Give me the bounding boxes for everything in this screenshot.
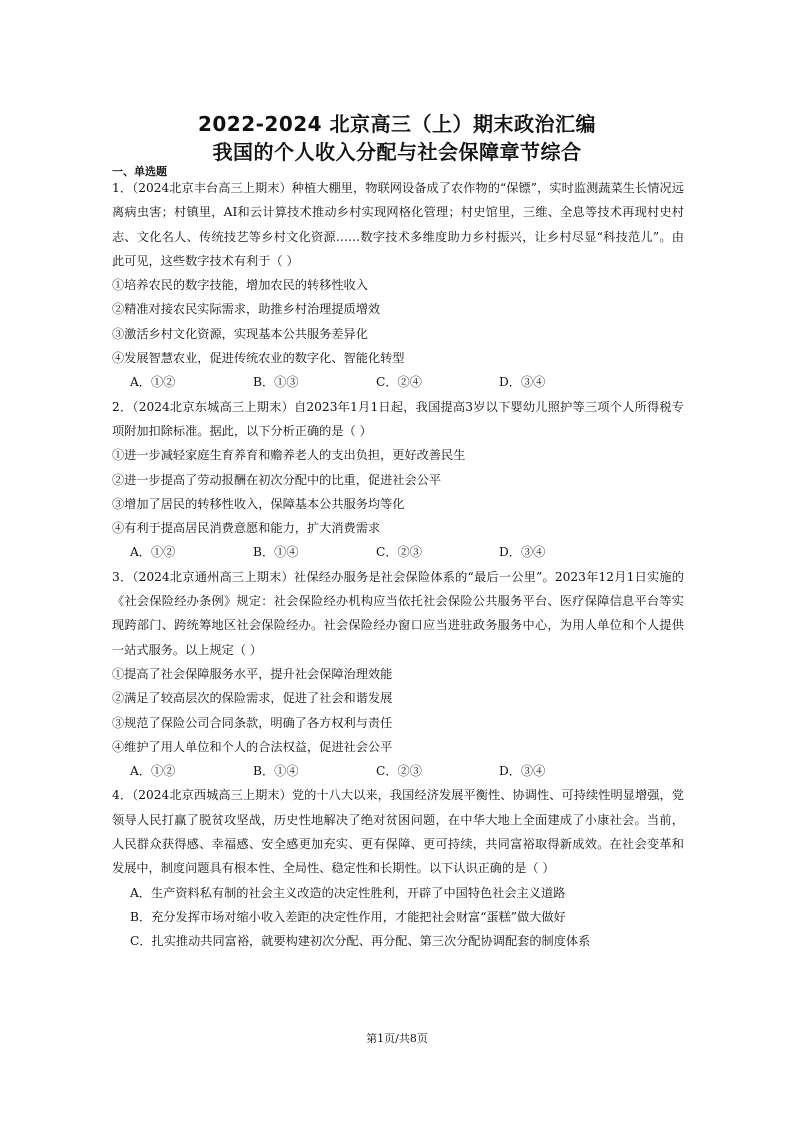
statement-item: ①培养农民的数字技能，增加农民的转移性收入: [112, 278, 368, 293]
statement-item: ②进一步提高了劳动报酬在初次分配中的比重，促进社会公平: [112, 472, 442, 487]
question-2: [112, 395, 684, 565]
question-stem: 2．（2024北京东城高三上期末）自2023年1月1日起，我国提高3岁以下婴幼儿照护等三项个人所得税专项附加扣除标准。据此，以下分析正确的是（ ）: [112, 399, 684, 438]
choice-d: D．③④: [499, 764, 546, 779]
choice-b: B．①④: [253, 545, 299, 560]
question-1: [112, 176, 684, 395]
choice-b: B．①③: [253, 375, 299, 390]
choice-c: C．②④: [376, 375, 422, 390]
choice-d: D．③④: [499, 545, 546, 560]
page-number: 第1页/共8页: [366, 1032, 428, 1045]
lettered-choice: B．充分发挥市场对缩小收入差距的决定性作用，才能把社会财富“蛋糕”做大做好: [130, 909, 566, 924]
page-title: 2022-2024 北京高三（上）期末政治汇编: [197, 112, 597, 136]
question-3: [112, 565, 684, 784]
section-heading: 一、单选题: [112, 165, 167, 178]
statement-item: ③规范了保险公司合同条款，明确了各方权利与责任: [112, 715, 393, 730]
choice-d: D．③④: [499, 375, 546, 390]
statement-item: ④维护了用人单位和个人的合法权益，促进社会公平: [112, 739, 393, 754]
statement-item: ③激活乡村文化资源，实现基本公共服务差异化: [112, 326, 368, 341]
question-stem: 3．（2024北京通州高三上期末）社保经办服务是社会保险体系的“最后一公里”。2023年12月1日实施的《社会保险经办条例》规定：社会保险经办机构应当依托社会保险公共服务平台、医疗保障信息平台等实现跨部门、跨统筹地区社会保险经办。社会保险经办窗口应当进驻政务服务中心，为用人单位和个人提供一站式服务。以上规定（ ）: [112, 569, 684, 657]
statement-item: ③增加了居民的转移性收入，保障基本公共服务均等化: [112, 496, 405, 511]
question-list: [112, 176, 684, 954]
lettered-choice: C．扎实推动共同富裕，就要构建初次分配、再分配、第三次分配协调配套的制度体系: [130, 934, 591, 949]
choice-a: A．①②: [130, 545, 176, 560]
choice-a: A．①②: [130, 375, 176, 390]
answer-choices: [112, 540, 684, 564]
answer-choices: [112, 370, 684, 394]
choice-b: B．①④: [253, 764, 299, 779]
page-subtitle: 我国的个人收入分配与社会保障章节综合: [212, 140, 582, 164]
statement-item: ②精准对接农民实际需求，助推乡村治理提质增效: [112, 302, 381, 317]
lettered-choice: A．生产资料私有制的社会主义改造的决定性胜利，开辟了中国特色社会主义道路: [130, 885, 566, 900]
question-stem: 4．（2024北京西城高三上期末）党的十八大以来，我国经济发展平衡性、协调性、可持续性明显增强，党领导人民打赢了脱贫攻坚战，历史性地解决了绝对贫困问题，在中华大地上全面建成了小康社会。当前，人民群众获得感、幸福感、安全感更加充实、更有保障、更可持续，共同富裕取得新成效。在社会变革和发展中，制度问题具有根本性、全局性、稳定性和长期性。以下认识正确的是（ ）: [112, 788, 684, 876]
statement-item: ②满足了较高层次的保险需求，促进了社会和谐发展: [112, 691, 393, 706]
choice-c: C．②③: [376, 764, 422, 779]
choice-c: C．②③: [376, 545, 422, 560]
answer-choices: [112, 759, 684, 783]
statement-item: ④发展智慧农业，促进传统农业的数字化、智能化转型: [112, 351, 405, 366]
statement-item: ④有利于提高居民消费意愿和能力，扩大消费需求: [112, 521, 381, 536]
question-stem: 1．（2024北京丰台高三上期末）种植大棚里，物联网设备成了农作物的“保镖”，实时监测蔬菜生长情况远离病虫害；村镇里，AI和云计算技术推动乡村实现网格化管理；村史馆里，三维、全息等技术再现村史村志、文化名人、传统技艺等乡村文化资源……数字技术多维度助力乡村振兴，让乡村尽显“科技范儿”。由此可见，这些数字技术有利于（ ）: [112, 181, 684, 268]
choice-a: A．①②: [130, 764, 176, 779]
statement-item: ①进一步减轻家庭生育养育和赡养老人的支出负担，更好改善民生: [112, 448, 466, 463]
statement-item: ①提高了社会保障服务水平，提升社会保障治理效能: [112, 666, 393, 681]
question-4: [112, 783, 684, 953]
